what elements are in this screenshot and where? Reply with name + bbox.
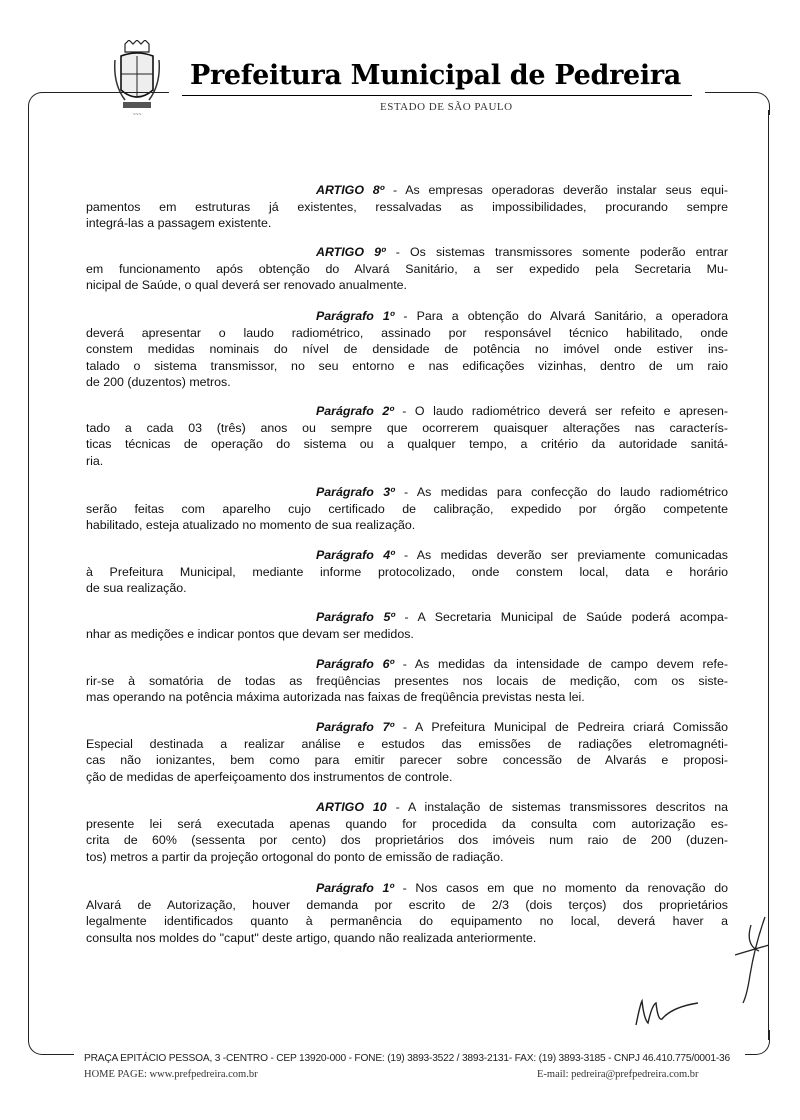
text-line xyxy=(86,719,728,736)
text-line: nhar as medições e indicar pontos que devam ser medidos. xyxy=(86,626,414,641)
text-line: nicipal de Saúde, o qual deverá ser renovado anualmente. xyxy=(86,278,408,293)
text-line: deverá apresentar o laudo radiométrico, assinado por responsável técnico habilitado, onde xyxy=(86,325,728,340)
svg-text:~~~: ~~~ xyxy=(132,112,142,118)
text-line xyxy=(86,880,728,897)
article-heading: Parágrafo 1º xyxy=(316,309,395,323)
frame-border xyxy=(28,92,169,115)
text-line xyxy=(86,656,728,673)
text-line: habilitado, esteja atualizado no momento de sua realização. xyxy=(86,518,416,533)
text-line: consulta nos moldes do "caput" deste artigo, quando não realizada anteriormente. xyxy=(86,930,537,945)
article-heading: ARTIGO 8º xyxy=(316,183,385,197)
paragraph xyxy=(86,403,728,469)
text-line: talado o sistema transmissor, no seu entorno e nas edificações vizinhas, dentro de um raio xyxy=(86,358,728,373)
text-line: cas não ionizantes, bem como para emitir parecer sobre concessão de Alvarás e proposi- xyxy=(86,753,728,768)
article-heading: Parágrafo 5º xyxy=(316,610,395,624)
text-fragment: - Os sistemas transmissores somente poderão entrar xyxy=(385,245,728,259)
text-line: constem medidas nominais do nível de densidade de potência no imóvel onde estiver ins- xyxy=(86,342,728,357)
text-fragment: - A Secretaria Municipal de Saúde poderá acompa- xyxy=(394,610,728,624)
text-line: legalmente identificados quanto à permanência do equipamento no local, deverá haver a xyxy=(86,914,728,929)
signature-mark xyxy=(632,995,702,1030)
frame-border xyxy=(768,110,769,1040)
text-fragment: - Para a obtenção do Alvará Sanitário, a operadora xyxy=(394,309,728,323)
text-line: crita de 60% (sessenta por cento) dos proprietários dos imóveis num raio de 200 (duzen- xyxy=(86,833,728,848)
text-line: Especial destinada a realizar análise e estudos das emissões de radiações eletromagnéti- xyxy=(86,736,728,751)
text-line: serão feitas com aparelho cujo certificado de calibração, expedido por órgão competente xyxy=(86,501,728,516)
article-heading: ARTIGO 10 xyxy=(316,800,387,814)
text-fragment: - A Prefeitura Municipal de Pedreira criará Comissão xyxy=(394,720,728,734)
text-fragment: - As medidas da intensidade de campo devem refe- xyxy=(393,657,728,671)
state-subtitle: ESTADO DE SÃO PAULO xyxy=(380,101,513,113)
article-heading: Parágrafo 1º xyxy=(316,881,394,895)
frame-border xyxy=(745,1030,770,1055)
paragraph xyxy=(86,880,728,946)
paragraph xyxy=(86,308,728,391)
text-line xyxy=(86,182,728,199)
text-line: em funcionamento após obtenção do Alvará Sanitário, a ser expedido pela Secretaria Mu- xyxy=(86,261,728,276)
text-line xyxy=(86,484,728,501)
text-line: tos) metros a partir da projeção ortogonal do ponto de emissão de radiação. xyxy=(86,849,504,864)
text-line xyxy=(86,799,728,816)
paragraph xyxy=(86,182,728,232)
article-heading: Parágrafo 3º xyxy=(316,485,395,499)
text-line xyxy=(86,609,728,626)
article-heading: Parágrafo 6º xyxy=(316,657,394,671)
text-line: rir-se à somatória de todas as freqüências presentes nos locais de medição, com os siste- xyxy=(86,673,728,688)
text-line xyxy=(86,308,728,325)
paragraph xyxy=(86,547,728,597)
text-line: ticas técnicas de operação do sistema ou a qualquer tempo, a critério da autoridade sanitá- xyxy=(86,437,728,452)
text-fragment: - Nos casos em que no momento da renovação do xyxy=(393,881,728,895)
text-fragment: - A instalação de sistemas transmissores descritos na xyxy=(386,800,728,814)
text-line: Alvará de Autorização, houver demanda por escrito de 2/3 (dois terços) dos proprietários xyxy=(86,897,728,912)
text-line xyxy=(86,244,728,261)
footer-address: PRAÇA EPITÁCIO PESSOA, 3 -CENTRO - CEP 13920-000 - FONE: (19) 3893-3522 / 3893-2131- FAX: (19) 3893-3185 - CNPJ 46.410.775/0001-36 xyxy=(84,1053,730,1064)
text-line: de 200 (duzentos) metros. xyxy=(86,375,231,390)
text-line: à Prefeitura Municipal, mediante informe protocolizado, onde constem local, data e horário xyxy=(86,564,728,579)
text-fragment: - As medidas para confecção do laudo radiométrico xyxy=(394,485,728,499)
frame-border xyxy=(705,92,770,115)
article-heading: Parágrafo 4º xyxy=(316,548,395,562)
text-line xyxy=(86,547,728,564)
text-fragment: - As empresas operadoras deverão instalar seus equi- xyxy=(384,183,728,197)
text-line: presente lei será executada apenas quando for procedida da consulta com autorização es- xyxy=(86,816,728,831)
signature-initials xyxy=(725,915,775,1005)
paragraph xyxy=(86,484,728,534)
text-line: tado a cada 03 (três) anos ou sempre que ocorrerem quaisquer alterações nas caracterís- xyxy=(86,420,728,435)
text-line: ção de medidas de aperfeiçoamento dos instrumentos de controle. xyxy=(86,769,453,784)
text-line: ria. xyxy=(86,453,104,468)
paragraph xyxy=(86,609,728,642)
title-rule xyxy=(182,95,692,96)
article-heading: Parágrafo 2º xyxy=(316,404,394,418)
text-fragment: - As medidas deverão ser previamente comunicadas xyxy=(394,548,728,562)
article-heading: ARTIGO 9º xyxy=(316,245,386,259)
frame-border xyxy=(28,110,29,1040)
frame-border xyxy=(28,1030,74,1055)
text-line: mas operando na potência máxima autorizada nas faixas de freqüência previstas nesta lei. xyxy=(86,690,585,705)
text-line: integrá-las a passagem existente. xyxy=(86,216,272,231)
footer-email: E-mail: pedreira@prefpedreira.com.br xyxy=(537,1069,699,1080)
text-fragment: - O laudo radiométrico deverá ser refeito e apresen- xyxy=(393,404,728,418)
text-line: pamentos em estruturas já existentes, ressalvadas as impossibilidades, procurando sempre xyxy=(86,199,728,214)
paragraph xyxy=(86,656,728,706)
footer-homepage: HOME PAGE: www.prefpedreira.com.br xyxy=(84,1069,258,1080)
paragraph xyxy=(86,244,728,294)
paragraph xyxy=(86,799,728,865)
paragraph xyxy=(86,719,728,785)
page-title: Prefeitura Municipal de Pedreira xyxy=(190,60,681,91)
text-line xyxy=(86,403,728,420)
text-line: de sua realização. xyxy=(86,581,187,596)
article-heading: Parágrafo 7º xyxy=(316,720,395,734)
